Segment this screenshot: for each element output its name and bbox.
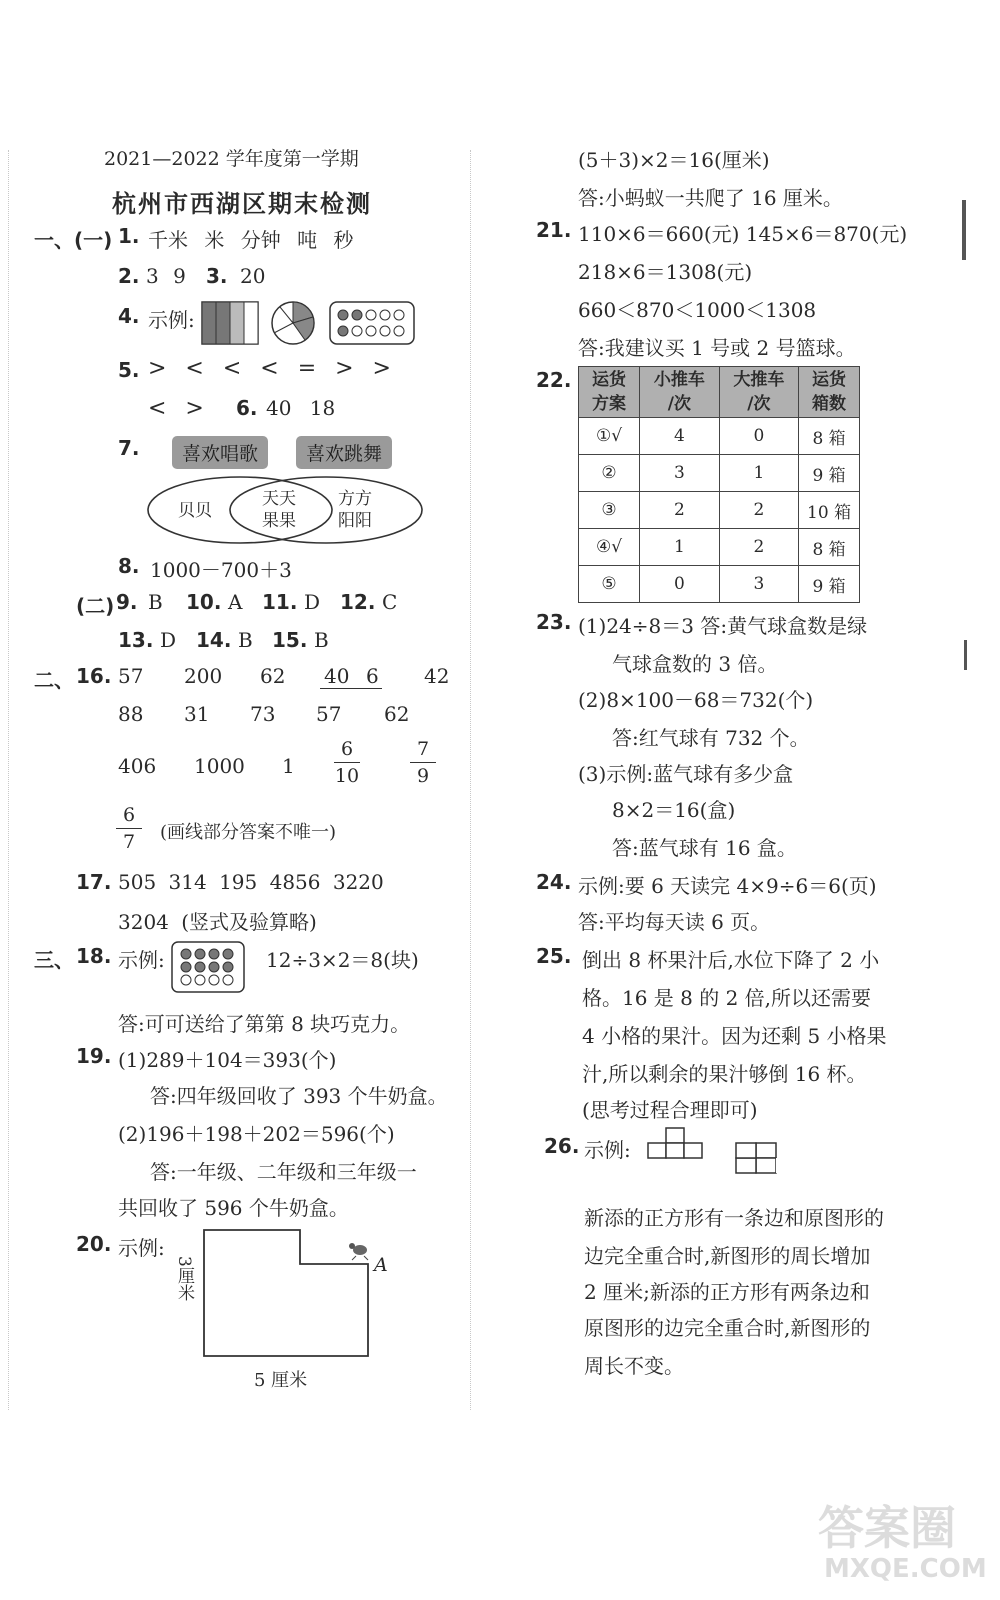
q16-value: 62 — [384, 702, 410, 726]
q20-side-label: 3厘米 — [174, 1256, 194, 1301]
q16-value: 40 — [324, 664, 350, 688]
left-margin-line — [8, 150, 9, 1410]
q25-line1: 倒出 8 杯果汁后,水位下降了 2 小 — [582, 948, 880, 972]
fraction-numerator: 6 — [122, 804, 136, 826]
q18-answer: 答:可可送给了第第 8 块巧克力。 — [118, 1012, 411, 1036]
q26-line5: 周长不变。 — [584, 1354, 684, 1378]
q25-line3: 4 小格的果汁。因为还剩 5 小格果 — [582, 1024, 887, 1048]
table-row — [579, 418, 860, 455]
q18-prefix: 示例: — [118, 948, 165, 972]
q26-number: 26. — [544, 1134, 580, 1158]
q18-chocolate-figure — [170, 940, 246, 994]
fraction-denominator: 9 — [416, 765, 430, 787]
table-cell: 9 箱 — [799, 455, 860, 492]
table-cell: ④√ — [579, 529, 640, 566]
q24-line1: 示例:要 6 天读完 4×9÷6＝6(页) — [578, 874, 877, 898]
q14-answer: B — [238, 628, 253, 652]
section-two-label: 二、 — [34, 668, 74, 692]
q19-line2: 答:四年级回收了 393 个牛奶盒。 — [150, 1084, 448, 1108]
grid-figure — [736, 1143, 796, 1173]
table-header-row — [579, 367, 860, 418]
center-divider-line — [470, 150, 471, 1410]
q19-number: 19. — [76, 1044, 112, 1068]
q7-tag-dancing: 喜欢跳舞 — [296, 436, 392, 469]
q20-calc: (5＋3)×2＝16(厘米) — [578, 148, 770, 172]
q16-value: 57 — [118, 664, 144, 688]
table-row — [579, 455, 860, 492]
q26-prefix: 示例: — [584, 1138, 631, 1162]
q14-number: 14. — [196, 628, 232, 652]
table-cell: ⑤ — [579, 566, 640, 603]
table-cell: 0 — [640, 566, 720, 603]
table-row — [579, 492, 860, 529]
q1-answer: 千米 米 分钟 吨 秒 — [148, 228, 354, 252]
q5-number: 5. — [118, 358, 140, 382]
q2-number: 2. — [118, 264, 140, 288]
q11-number: 11. — [262, 590, 298, 614]
q7-venn-right2: 阳阳 — [338, 511, 372, 531]
table-header-cell: 运货 箱数 — [799, 367, 860, 418]
fraction-numerator: 6 — [340, 738, 354, 760]
q20-point-label: A — [374, 1254, 388, 1276]
q3-number: 3. — [206, 264, 228, 288]
table-cell: 8 箱 — [799, 418, 860, 455]
q7-venn-right1: 方方 — [338, 489, 372, 509]
q19-line4: 答:一年级、二年级和三年级一 — [150, 1160, 417, 1184]
table-row — [579, 566, 860, 603]
table-header-cell: 大推车 /次 — [719, 367, 799, 418]
q26-line2: 边完全重合时,新图形的周长增加 — [584, 1244, 871, 1268]
q19-line5: 共回收了 596 个牛奶盒。 — [118, 1196, 349, 1220]
q7-venn-mid1: 天天 — [262, 489, 296, 509]
q5-answer-line2: < > — [148, 396, 204, 421]
section-one-label: 一、(一) — [34, 228, 113, 252]
q16-value: 88 — [118, 702, 144, 726]
table-cell: 0 — [719, 418, 799, 455]
q20-answer: 答:小蚂蚁一共爬了 16 厘米。 — [578, 186, 843, 210]
q26-line1: 新添的正方形有一条边和原图形的 — [584, 1206, 884, 1230]
q5-answer-line1: > < < < = > > — [148, 356, 391, 381]
table-cell: 9 箱 — [799, 566, 860, 603]
page-title: 杭州市西湖区期末检测 — [112, 190, 372, 218]
q20-prefix: 示例: — [118, 1236, 165, 1260]
q24-line2: 答:平均每天读 6 页。 — [578, 910, 771, 934]
q16-underline — [320, 688, 382, 689]
table-cell: 4 — [640, 418, 720, 455]
q23-line7: 答:蓝气球有 16 盒。 — [612, 836, 797, 860]
q15-answer: B — [314, 628, 329, 652]
table-cell: 8 箱 — [799, 529, 860, 566]
q7-number: 7. — [118, 436, 140, 460]
table-row — [579, 529, 860, 566]
ant-icon — [349, 1243, 368, 1260]
q12-number: 12. — [340, 590, 376, 614]
q16-value: 1 — [282, 754, 295, 778]
table-cell: ② — [579, 455, 640, 492]
table-header-cell: 运货 方案 — [579, 367, 640, 418]
q19-line3: (2)196＋198＋202＝596(个) — [118, 1122, 395, 1146]
q10-number: 10. — [186, 590, 222, 614]
q19-line1: (1)289＋104＝393(个) — [118, 1048, 337, 1072]
q17-line1: 505 314 195 4856 3220 — [118, 870, 384, 894]
q3-answer: 20 — [240, 264, 266, 288]
q16-value: 200 — [184, 664, 223, 688]
q23-line5: (3)示例:蓝气球有多少盒 — [578, 762, 794, 786]
q7-venn-left: 贝贝 — [178, 501, 212, 521]
q13-number: 13. — [118, 628, 154, 652]
fraction-numerator: 7 — [416, 738, 430, 760]
pie-figure — [272, 302, 314, 344]
q16-value: 62 — [260, 664, 286, 688]
q21-number: 21. — [536, 218, 572, 242]
q16-value: 73 — [250, 702, 276, 726]
q16-note: (画线部分答案不唯一) — [160, 822, 337, 843]
scan-mark — [962, 200, 966, 260]
table-header-cell: 小推车 /次 — [640, 367, 720, 418]
q4-figures — [200, 300, 420, 348]
q15-number: 15. — [272, 628, 308, 652]
q26-line4: 原图形的边完全重合时,新图形的 — [584, 1316, 871, 1340]
q8-answer: 1000－700＋3 — [150, 558, 292, 582]
section-three-label: 三、 — [34, 948, 74, 972]
q17-line2: 3204 (竖式及验算略) — [118, 910, 317, 934]
q21-line3: 660＜870＜1000＜1308 — [578, 298, 817, 322]
table-cell: 3 — [719, 566, 799, 603]
q22-table — [578, 366, 860, 603]
watermark-logo: 答案圈 — [818, 1501, 956, 1555]
q16-fraction — [334, 738, 360, 787]
table-cell: 10 箱 — [799, 492, 860, 529]
fraction-denominator: 7 — [122, 831, 136, 853]
section-one-b-label: (二) — [76, 594, 115, 618]
watermark-url: MXQE.COM — [824, 1554, 987, 1584]
q1-number: 1. — [118, 224, 140, 248]
q7-tag-singing: 喜欢唱歌 — [172, 436, 268, 469]
q6-answer: 40 18 — [266, 396, 336, 420]
q23-line2: 气球盒数的 3 倍。 — [612, 652, 778, 676]
q25-number: 25. — [536, 944, 572, 968]
q12-answer: C — [382, 590, 398, 614]
q26-square-figures — [646, 1126, 796, 1176]
scan-mark — [964, 640, 967, 670]
q10-answer: A — [228, 590, 243, 614]
q4-number: 4. — [118, 304, 140, 328]
shaded-bar-figure — [202, 302, 258, 344]
q16-value: 6 — [366, 664, 379, 688]
q23-line6: 8×2＝16(盒) — [612, 798, 736, 822]
table-cell: ③ — [579, 492, 640, 529]
q23-line3: (2)8×100－68＝732(个) — [578, 688, 814, 712]
q24-number: 24. — [536, 870, 572, 894]
q23-number: 23. — [536, 610, 572, 634]
q18-number: 18. — [76, 944, 112, 968]
q16-value: 31 — [184, 702, 210, 726]
school-year: 2021—2022 学年度第一学期 — [104, 148, 359, 170]
dot-grid-figure — [330, 302, 414, 344]
q16-value: 42 — [424, 664, 450, 688]
q4-prefix: 示例: — [148, 308, 195, 332]
q22-number: 22. — [536, 368, 572, 392]
q6-number: 6. — [236, 396, 258, 420]
q8-number: 8. — [118, 554, 140, 578]
q17-number: 17. — [76, 870, 112, 894]
q16-number: 16. — [76, 664, 112, 688]
cross-figure — [648, 1128, 702, 1158]
q20-bottom-label: 5 厘米 — [254, 1370, 308, 1391]
q25-line2: 格。16 是 8 的 2 倍,所以还需要 — [582, 986, 872, 1010]
q18-equation: 12÷3×2＝8(块) — [266, 948, 419, 972]
q21-line4: 答:我建议买 1 号或 2 号篮球。 — [578, 336, 856, 360]
q23-line1: (1)24÷8＝3 答:黄气球盒数是绿 — [578, 614, 868, 638]
q20-shape-figure — [196, 1226, 386, 1366]
q26-line3: 2 厘米;新添的正方形有两条边和 — [584, 1280, 870, 1304]
q11-answer: D — [304, 590, 321, 614]
q21-line1: 110×6＝660(元) 145×6＝870(元) — [578, 222, 908, 246]
q25-line5: (思考过程合理即可) — [582, 1098, 758, 1122]
table-cell: 2 — [640, 492, 720, 529]
q2-answer: 3 9 — [146, 264, 186, 288]
q9-answer: B — [148, 590, 163, 614]
q21-line2: 218×6＝1308(元) — [578, 260, 753, 284]
q25-line4: 汁,所以剩余的果汁够倒 16 杯。 — [582, 1062, 867, 1086]
q16-value: 1000 — [194, 754, 245, 778]
table-cell: 2 — [719, 529, 799, 566]
table-cell: 1 — [640, 529, 720, 566]
q7-venn-mid2: 果果 — [262, 511, 296, 531]
q16-fraction — [410, 738, 436, 787]
q16-value: 406 — [118, 754, 157, 778]
table-cell: ①√ — [579, 418, 640, 455]
q9-number: 9. — [116, 590, 138, 614]
table-cell: 2 — [719, 492, 799, 529]
table-cell: 3 — [640, 455, 720, 492]
q13-answer: D — [160, 628, 177, 652]
q16-value: 57 — [316, 702, 342, 726]
fraction-denominator: 10 — [334, 765, 360, 787]
q16-fraction — [116, 804, 142, 853]
table-cell: 1 — [719, 455, 799, 492]
q23-line4: 答:红气球有 732 个。 — [612, 726, 810, 750]
q20-number: 20. — [76, 1232, 112, 1256]
